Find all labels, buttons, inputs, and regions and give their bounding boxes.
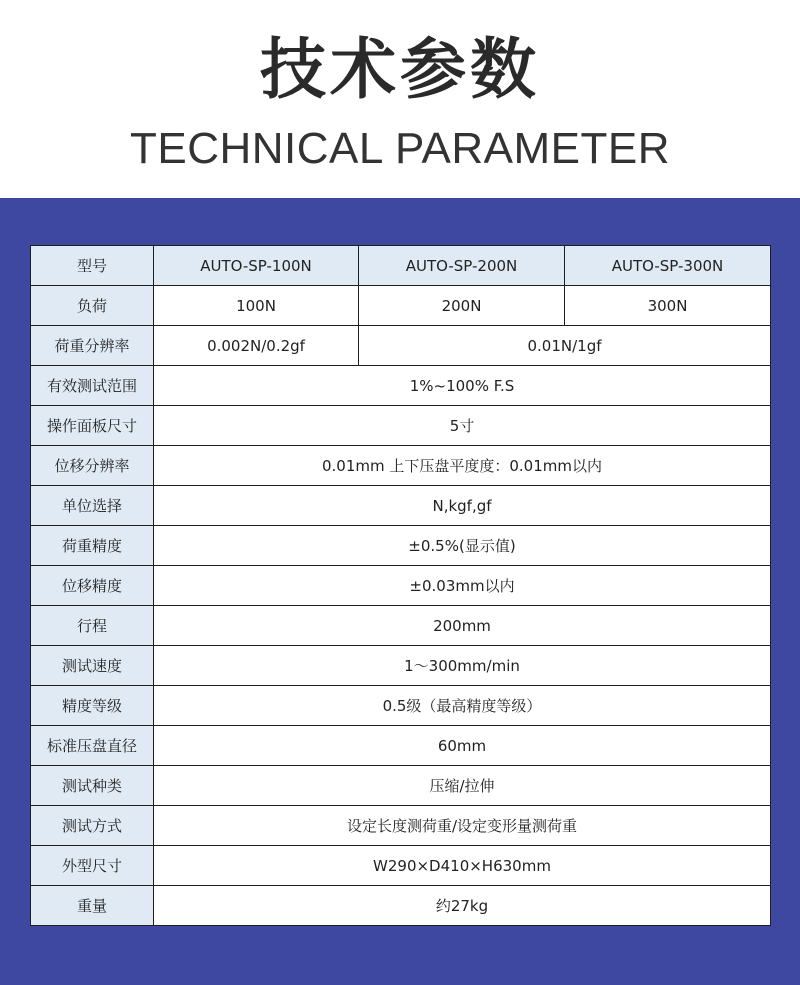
row-label: 位移精度 bbox=[31, 566, 154, 606]
row-value: 5寸 bbox=[154, 406, 771, 446]
row-label: 测试种类 bbox=[31, 766, 154, 806]
load-resolution-value: 0.002N/0.2gf bbox=[154, 326, 359, 366]
row-label: 负荷 bbox=[31, 286, 154, 326]
row-value: 60mm bbox=[154, 726, 771, 766]
table-row-weight bbox=[31, 886, 771, 926]
row-value: N,kgf,gf bbox=[154, 486, 771, 526]
row-label: 测试速度 bbox=[31, 646, 154, 686]
row-label: 外型尺寸 bbox=[31, 846, 154, 886]
table-row-displacement-accuracy bbox=[31, 566, 771, 606]
table-row-displacement-resolution bbox=[31, 446, 771, 486]
row-label: 操作面板尺寸 bbox=[31, 406, 154, 446]
table-row-test-type bbox=[31, 766, 771, 806]
table-row-units bbox=[31, 486, 771, 526]
model-300n: AUTO-SP-300N bbox=[565, 246, 771, 286]
row-label: 重量 bbox=[31, 886, 154, 926]
table-row-model bbox=[31, 246, 771, 286]
row-label: 型号 bbox=[31, 246, 154, 286]
row-value: 设定长度测荷重/设定变形量测荷重 bbox=[154, 806, 771, 846]
row-label: 位移分辨率 bbox=[31, 446, 154, 486]
table-row-load-resolution bbox=[31, 326, 771, 366]
load-resolution-value: 0.01N/1gf bbox=[359, 326, 771, 366]
row-label: 荷重分辨率 bbox=[31, 326, 154, 366]
table-row-test-method bbox=[31, 806, 771, 846]
row-label: 标准压盘直径 bbox=[31, 726, 154, 766]
load-value: 200N bbox=[359, 286, 565, 326]
load-value: 300N bbox=[565, 286, 771, 326]
row-value: ±0.03mm以内 bbox=[154, 566, 771, 606]
row-value: 压缩/拉伸 bbox=[154, 766, 771, 806]
table-row-dimensions bbox=[31, 846, 771, 886]
table-row-test-speed bbox=[31, 646, 771, 686]
page-title: 技术参数 bbox=[260, 31, 540, 108]
row-value: ±0.5%(显示值) bbox=[154, 526, 771, 566]
row-value: 1%~100% F.S bbox=[154, 366, 771, 406]
row-label: 精度等级 bbox=[31, 686, 154, 726]
table-row-platen-diameter bbox=[31, 726, 771, 766]
table-row-load bbox=[31, 286, 771, 326]
table-row-accuracy-grade bbox=[31, 686, 771, 726]
row-label: 荷重精度 bbox=[31, 526, 154, 566]
row-label: 有效测试范围 bbox=[31, 366, 154, 406]
model-200n: AUTO-SP-200N bbox=[359, 246, 565, 286]
row-label: 单位选择 bbox=[31, 486, 154, 526]
page-subtitle: TECHNICAL PARAMETER bbox=[129, 124, 670, 173]
table-row-stroke bbox=[31, 606, 771, 646]
row-label: 行程 bbox=[31, 606, 154, 646]
table-row-effective-range bbox=[31, 366, 771, 406]
row-value: 约27kg bbox=[154, 886, 771, 926]
row-value: 0.01mm 上下压盘平度度：0.01mm以内 bbox=[154, 446, 771, 486]
table-row-load-accuracy bbox=[31, 526, 771, 566]
parameter-table bbox=[30, 245, 771, 926]
row-value: W290×D410×H630mm bbox=[154, 846, 771, 886]
page-header bbox=[0, 0, 800, 198]
row-value: 200mm bbox=[154, 606, 771, 646]
model-100n: AUTO-SP-100N bbox=[154, 246, 359, 286]
row-value: 0.5级（最高精度等级） bbox=[154, 686, 771, 726]
load-value: 100N bbox=[154, 286, 359, 326]
table-row-panel-size bbox=[31, 406, 771, 446]
row-value: 1～300mm/min bbox=[154, 646, 771, 686]
row-label: 测试方式 bbox=[31, 806, 154, 846]
